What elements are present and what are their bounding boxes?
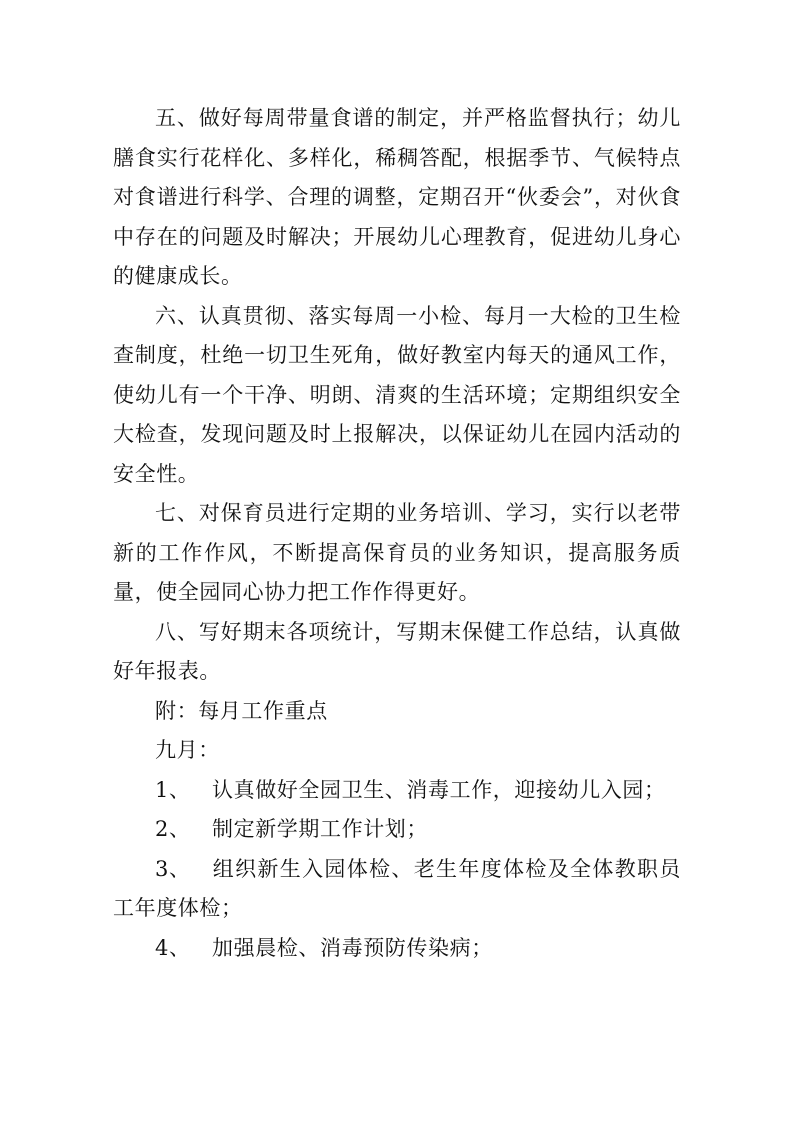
- september-heading: 九月：: [155, 738, 220, 762]
- appendix-heading: 附：每月工作重点: [155, 698, 328, 723]
- list-item-number: 3、: [155, 856, 191, 881]
- list-item-text: 认真做好全园卫生、消毒工作，迎接幼儿入园；: [212, 777, 666, 802]
- list-item: [113, 929, 681, 969]
- list-item-text: 加强晨检、消毒预防传染病；: [212, 935, 493, 960]
- paragraph-six: 六、认真贯彻、落实每周一小检、每月一大检的卫生检查制度，杜绝一切卫生死角，做好教室内每天的通风工作，使幼儿有一个干净、明朗、清爽的生活环境；定期组织安全大检查，发现问题及时上报解决，以保证幼儿在园内活动的安全性。: [113, 303, 681, 486]
- paragraph-seven: 七、对保育员进行定期的业务培训、学习，实行以老带新的工作作风，不断提高保育员的业务知识，提高服务质量，使全园同心协力把工作作得更好。: [113, 501, 681, 604]
- list-item-number: 1、: [155, 777, 191, 802]
- list-item: [113, 771, 681, 811]
- paragraph-eight: 八、写好期末各项统计，写期末保健工作总结，认真做好年报表。: [113, 619, 681, 683]
- list-item: [113, 850, 681, 929]
- paragraph-five: 五、做好每周带量食谱的制定，并严格监督执行；幼儿膳食实行花样化、多样化，稀稠答配，根据季节、气候特点对食谱进行科学、合理的调整，定期召开“伙委会”，对伙食中存在的问题及时解决；开展幼儿心理教育，促进幼儿身心的健康成长。: [113, 106, 681, 288]
- list-item: [113, 810, 681, 850]
- list-item-text: 组织新生入园体检、老生年度体检及全体教职员工年度体检；: [113, 856, 681, 920]
- list-item-text: 制定新学期工作计划；: [212, 817, 428, 841]
- list-item-number: 4、: [155, 935, 191, 960]
- list-item-number: 2、: [155, 817, 191, 841]
- document-body: [113, 99, 681, 968]
